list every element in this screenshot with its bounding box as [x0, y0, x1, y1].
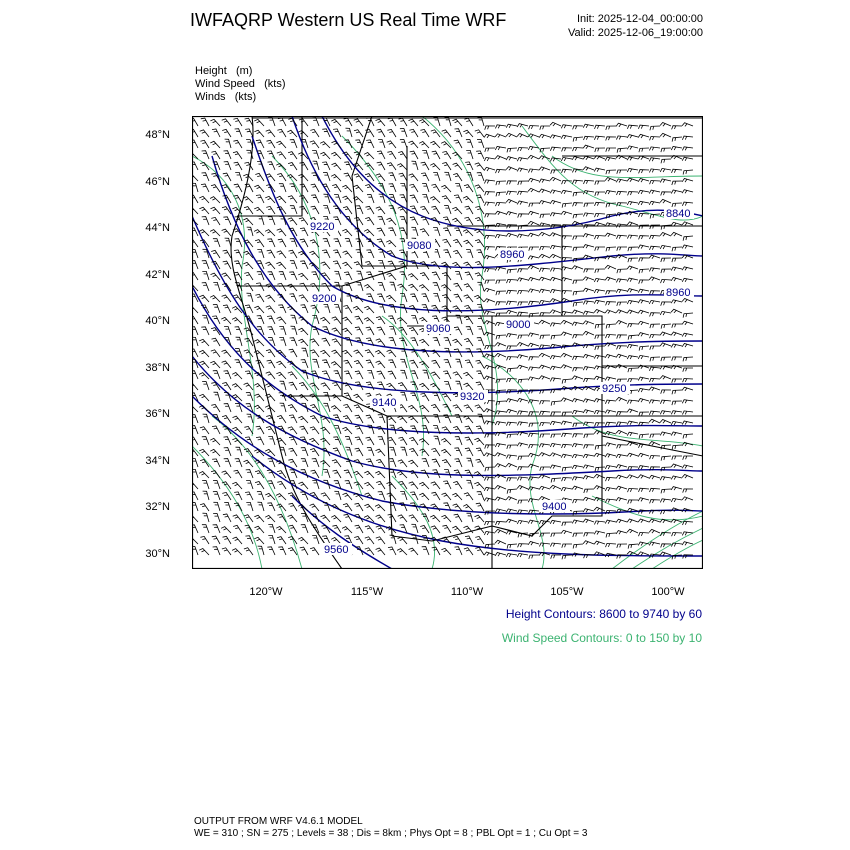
contour-label: 8960 [666, 287, 691, 299]
lat-label: 30°N [145, 548, 170, 560]
field-winds-label: Winds (kts) [195, 91, 257, 103]
lat-label: 48°N [145, 129, 170, 141]
lat-label: 42°N [145, 269, 170, 281]
lat-label: 44°N [145, 222, 170, 234]
contour-label: 9000 [506, 319, 531, 331]
wind-contour-legend: Wind Speed Contours: 0 to 150 by 10 [501, 631, 702, 645]
lon-label: 105°W [550, 586, 584, 598]
contour-label: 9320 [460, 391, 485, 403]
contour-label: 9400 [542, 501, 567, 513]
lat-label: 38°N [145, 362, 170, 374]
height-contour-legend: Height Contours: 8600 to 9740 by 60 [505, 607, 702, 621]
model-footer: OUTPUT FROM WRF V4.6.1 MODEL [194, 816, 363, 827]
lon-label: 115°W [350, 586, 384, 598]
lat-label: 36°N [145, 408, 170, 420]
contour-label: 9200 [312, 293, 337, 305]
init-time: Init: 2025-12-04_00:00:00 [577, 13, 703, 25]
map-title: IWFAQRP Western US Real Time WRF [190, 10, 507, 30]
map-panel [192, 116, 703, 569]
contour-label: 9080 [407, 240, 432, 252]
valid-time: Valid: 2025-12-06_19:00:00 [568, 27, 703, 39]
lat-label: 40°N [145, 315, 170, 327]
lon-label: 110°W [450, 586, 484, 598]
contour-label: 9560 [324, 544, 349, 556]
lat-label: 32°N [145, 501, 170, 513]
model-config-footer: WE = 310 ; SN = 275 ; Levels = 38 ; Dis = 8km ; Phys Opt = 8 ; PBL Opt = 1 ; Cu Opt = 3 [194, 828, 588, 839]
lat-label: 34°N [145, 455, 170, 467]
field-windspeed-label: Wind Speed (kts) [195, 78, 286, 90]
contour-label: 8960 [500, 249, 525, 261]
contour-label: 9060 [426, 323, 451, 335]
lon-label: 120°W [249, 586, 283, 598]
field-height-label: Height (m) [195, 65, 253, 77]
contour-label: 8840 [666, 208, 691, 220]
contour-label: 9140 [372, 397, 397, 409]
lon-label: 100°W [651, 586, 685, 598]
contour-label: 9250 [602, 383, 627, 395]
contour-label: 9220 [310, 221, 335, 233]
lat-label: 46°N [145, 176, 170, 188]
map-canvas [192, 116, 703, 569]
